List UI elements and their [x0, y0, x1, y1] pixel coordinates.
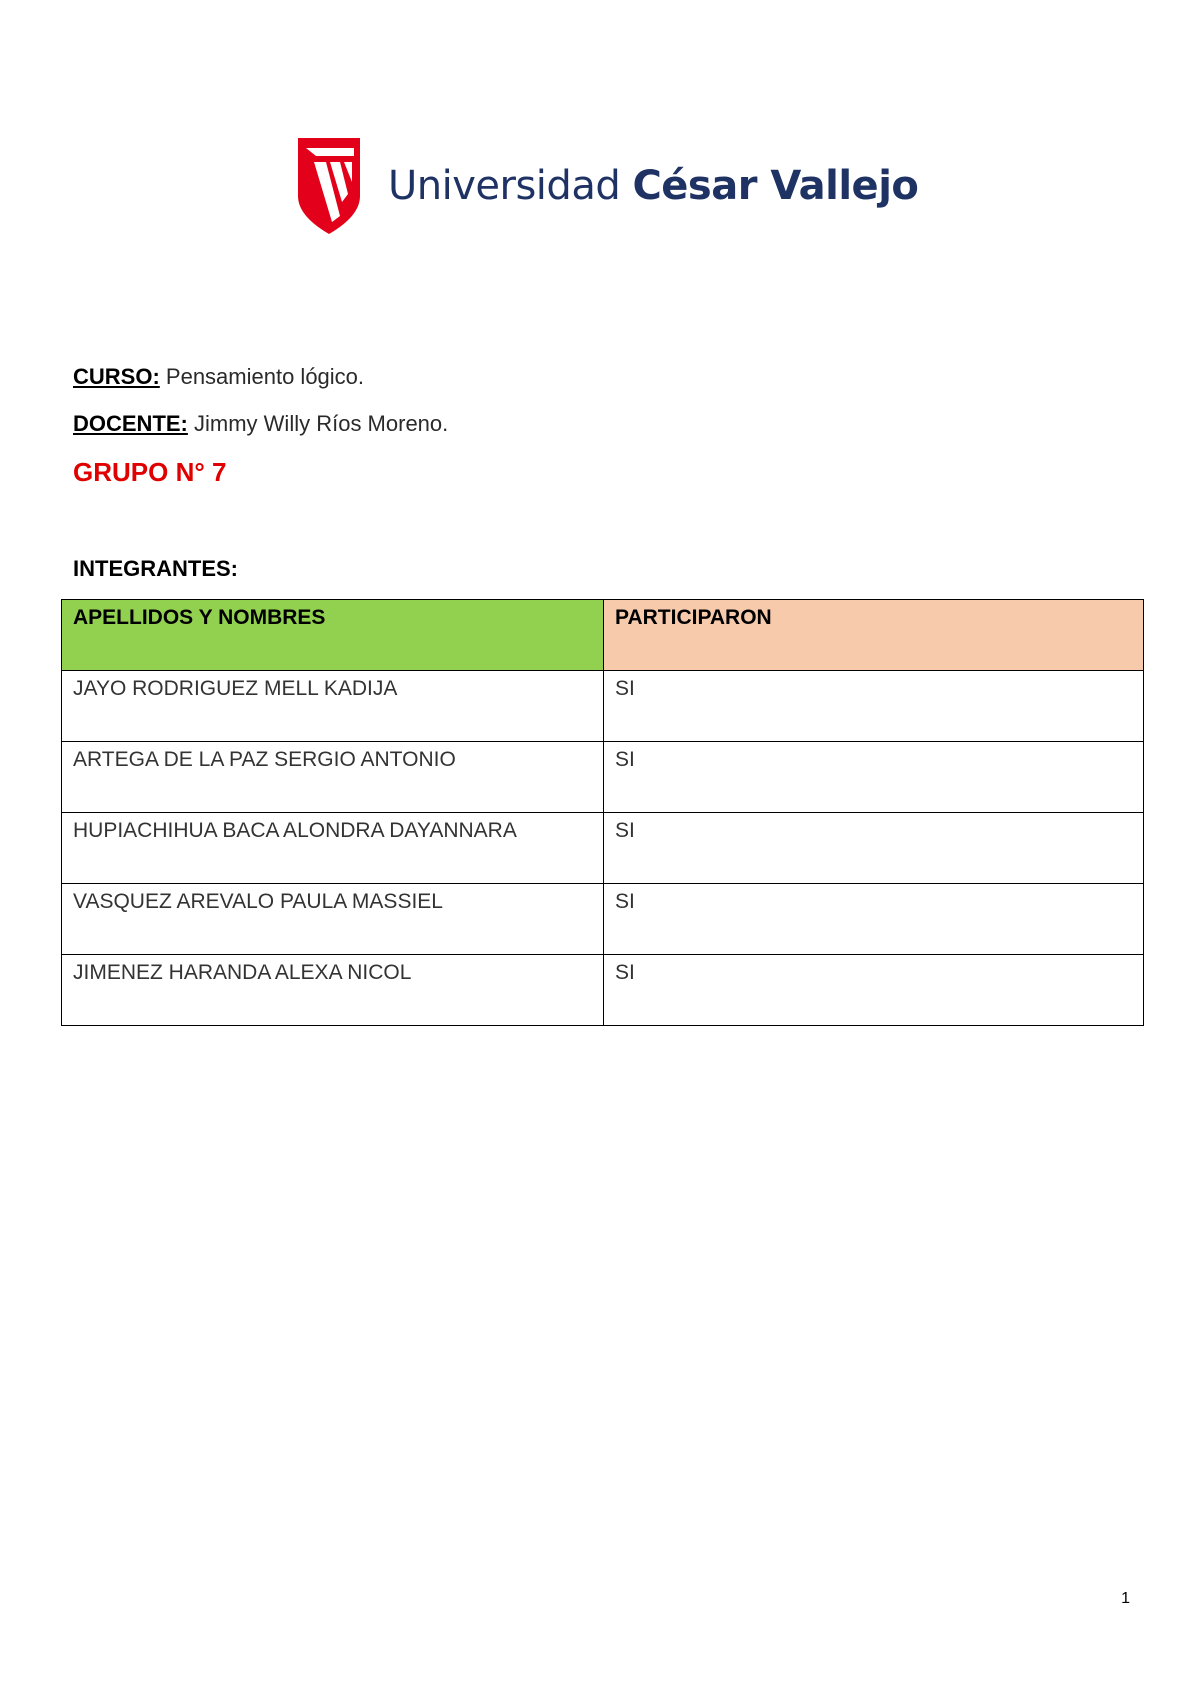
page-number: 1 — [1121, 1590, 1130, 1607]
member-name: HUPIACHIHUA BACA ALONDRA DAYANNARA — [62, 813, 604, 884]
member-name: JAYO RODRIGUEZ MELL KADIJA — [62, 671, 604, 742]
table-row — [62, 955, 1144, 1026]
teacher-value: Jimmy Willy Ríos Moreno. — [194, 411, 449, 436]
teacher-label: DOCENTE: — [73, 411, 188, 436]
members-heading: INTEGRANTES: — [73, 556, 238, 581]
table-row — [62, 884, 1144, 955]
header-participated: PARTICIPARON — [604, 600, 1144, 671]
member-participated: SI — [604, 813, 1144, 884]
university-name — [388, 163, 919, 209]
member-participated: SI — [604, 955, 1144, 1026]
shield-logo-icon — [296, 136, 362, 236]
university-name-regular: Universidad — [388, 163, 633, 209]
member-participated: SI — [604, 884, 1144, 955]
table-header-row — [62, 600, 1144, 671]
course-label: CURSO: — [73, 364, 160, 389]
group-title: GRUPO N° 7 — [73, 457, 227, 487]
member-name: VASQUEZ AREVALO PAULA MASSIEL — [62, 884, 604, 955]
header-names: APELLIDOS Y NOMBRES — [62, 600, 604, 671]
table-row — [62, 671, 1144, 742]
member-participated: SI — [604, 671, 1144, 742]
member-name: ARTEGA DE LA PAZ SERGIO ANTONIO — [62, 742, 604, 813]
university-logo — [296, 136, 918, 236]
members-table — [61, 599, 1144, 1026]
table-row — [62, 813, 1144, 884]
member-name: JIMENEZ HARANDA ALEXA NICOL — [62, 955, 604, 1026]
teacher-line — [73, 411, 448, 437]
course-value: Pensamiento lógico. — [165, 364, 365, 389]
course-line — [73, 364, 364, 390]
member-participated: SI — [604, 742, 1144, 813]
table-row — [62, 742, 1144, 813]
university-name-bold: César Vallejo — [632, 163, 919, 209]
